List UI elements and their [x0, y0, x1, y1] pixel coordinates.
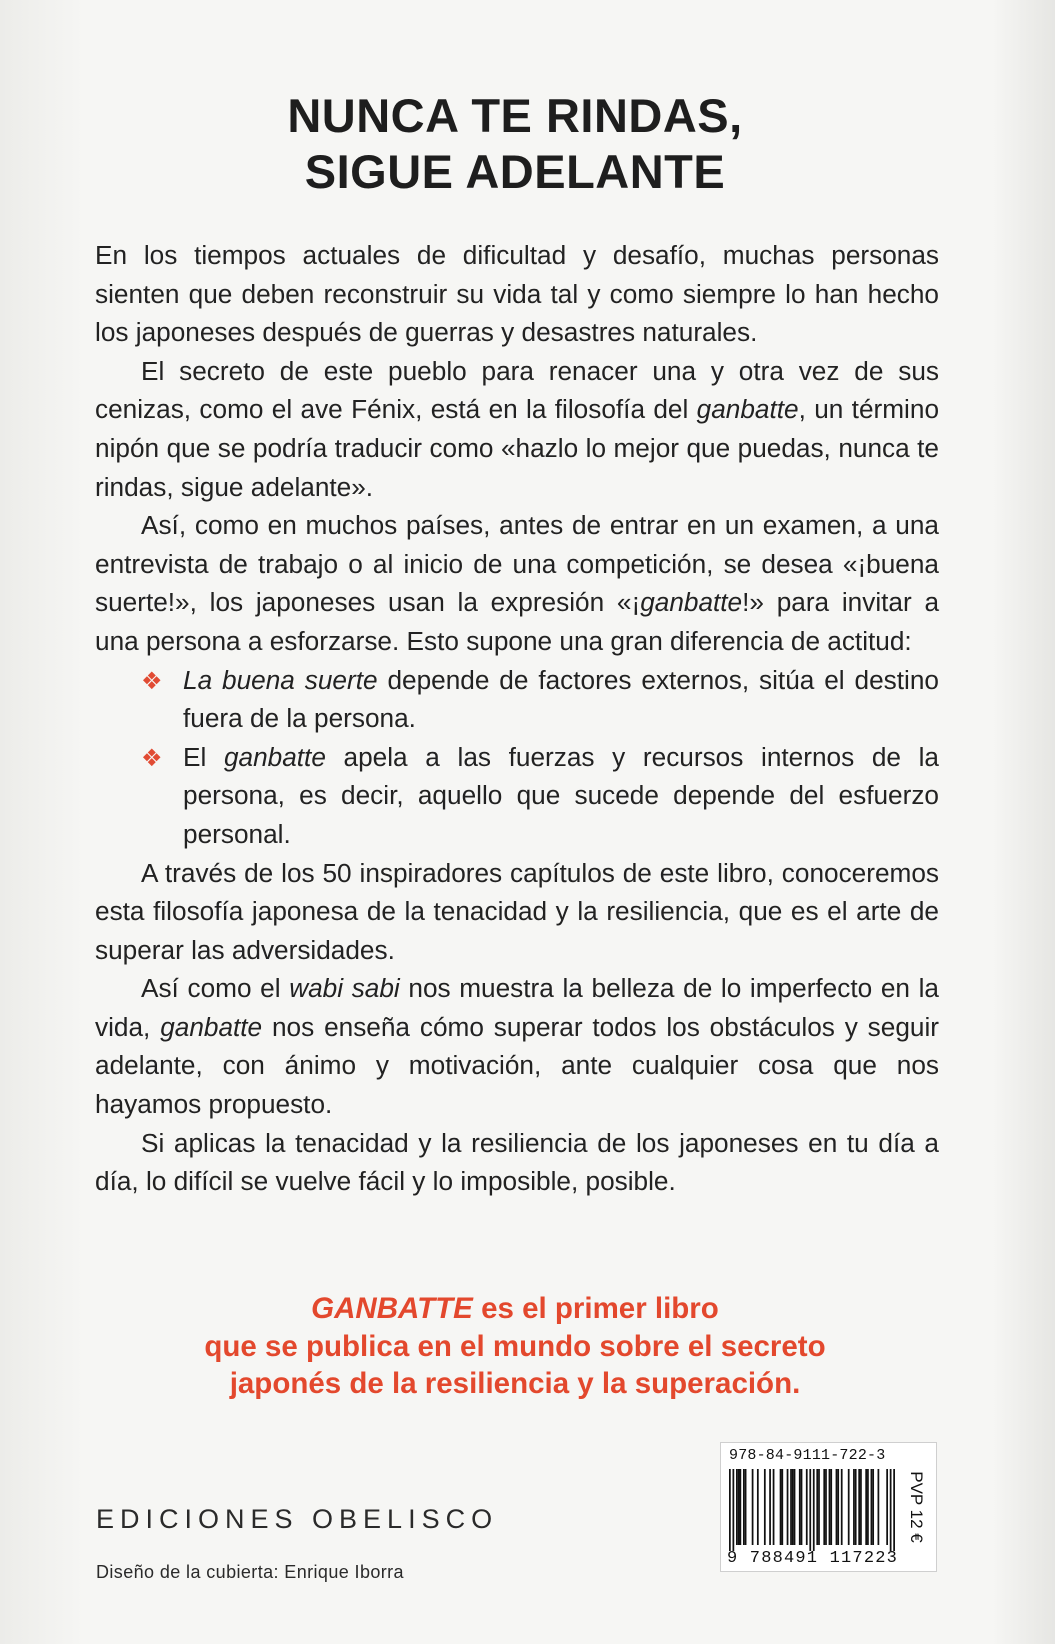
barcode-bar	[836, 1469, 838, 1545]
price-label	[901, 1449, 931, 1565]
barcode-bar	[865, 1469, 867, 1545]
title-line-1: NUNCA TE RINDAS,	[287, 89, 743, 142]
barcode-bar	[781, 1469, 783, 1545]
barcode-bar	[872, 1469, 874, 1545]
bullet-2-prefix: El	[183, 741, 224, 772]
barcode-bar	[773, 1469, 775, 1545]
barcode-bar	[792, 1469, 794, 1545]
barcode-bar	[878, 1469, 880, 1545]
paragraph-5-text-b: nos muestra la belleza de lo imperfecto en la vida,	[95, 973, 939, 1042]
list-item	[95, 738, 939, 854]
bullet-2-text: apela a las fuerzas y recursos internos de la persona, es decir, aquello que sucede depende del esfuerzo personal.	[183, 741, 939, 849]
paragraph-4: A través de los 50 inspiradores capítulos de este libro, conoceremos esta filosofía japonesa de la tenacidad y la resiliencia, que es el arte de superar las adversidades.	[95, 857, 939, 965]
barcode-bar	[829, 1469, 831, 1545]
paragraph-5-italic-1: wabi sabi	[289, 973, 400, 1004]
barcode-bar	[732, 1469, 734, 1551]
barcode-bar	[799, 1469, 801, 1545]
list-item	[95, 661, 939, 738]
highlight-line-1	[0, 1290, 1030, 1328]
barcode-bar	[841, 1469, 843, 1545]
barcode-bar	[736, 1469, 738, 1545]
barcode-bar	[853, 1469, 855, 1545]
barcode-bar	[757, 1469, 759, 1545]
highlight-italic: GANBATTE	[311, 1292, 473, 1325]
barcode-bar	[837, 1469, 839, 1545]
barcode-bar	[769, 1469, 771, 1545]
barcode-bar	[886, 1469, 888, 1545]
paragraph-5-text-c: nos enseña cómo superar todos los obstáculos y seguir adelante, con ánimo y motivación, ante cualquier cosa que nos hayamos propuesto.	[95, 1011, 939, 1120]
barcode-bar	[825, 1469, 827, 1545]
bullet-1-italic: La buena suerte	[183, 664, 378, 695]
diamond-bullet-icon: ❖	[141, 744, 163, 772]
barcode-bar	[752, 1469, 754, 1545]
paragraph-5-italic-2: ganbatte	[160, 1011, 263, 1042]
barcode-bar	[745, 1469, 747, 1545]
paragraph-2	[95, 352, 939, 506]
paragraph-3	[95, 506, 939, 660]
diamond-bullet-icon: ❖	[141, 667, 163, 695]
barcode-bar	[818, 1469, 820, 1545]
barcode-bar	[893, 1469, 895, 1551]
highlight-line-1-text: es el primer libro	[472, 1292, 719, 1325]
barcode-bar	[790, 1469, 792, 1545]
paragraph-3-text-a: Así, como en muchos países, antes de entrar en un examen, a una entrevista de trabajo o al inicio de una competición, se desea «¡buena suerte!», los japoneses usan la expresión «¡	[95, 510, 939, 618]
barcode-bar	[858, 1469, 860, 1545]
bullet-1-text: depende de factores externos, sitúa el destino fuera de la persona.	[183, 664, 939, 734]
barcode-bar	[739, 1469, 741, 1545]
barcode-bar	[729, 1469, 731, 1551]
barcode-bar	[816, 1469, 818, 1545]
barcode-bar	[848, 1469, 850, 1545]
barcode-panel	[720, 1442, 937, 1572]
paragraph-5-text-a: Así como el	[141, 973, 290, 1004]
barcode-bar	[806, 1469, 808, 1545]
cover-design-credit: Diseño de la cubierta: Enrique Iborra	[96, 1562, 404, 1582]
barcode-bar	[809, 1469, 811, 1551]
paragraph-2-text-a: El secreto de este pueblo para renacer una y otra vez de sus cenizas, como el ave Fénix, está en la filosofía del	[95, 355, 939, 425]
price-text: PVP 12 €	[907, 1471, 926, 1543]
barcode-bar	[764, 1469, 766, 1545]
paragraph-2-text-b: , un término nipón que se podría traducir como «hazlo lo mejor que puedas, nunca te rindas, sigue adelante».	[95, 394, 940, 502]
publisher-name: EDICIONES OBELISCO	[96, 1504, 499, 1534]
bullet-2-italic: ganbatte	[223, 741, 326, 772]
barcode-image	[729, 1469, 895, 1551]
ean-digits: 9 788491 117223	[727, 1549, 899, 1568]
title-line-2: SIGUE ADELANTE	[304, 145, 726, 198]
paragraph-1: En los tiempos actuales de dificultad y desafío, muchas personas sienten que deben reconstruir su vida tal y como siempre lo han hecho los japoneses después de guerras y desastres naturales.	[95, 240, 939, 348]
barcode-bar	[794, 1469, 796, 1545]
barcode-bar	[871, 1469, 873, 1545]
barcode-bar	[743, 1469, 745, 1545]
highlight-statement	[0, 1290, 1030, 1403]
barcode-bar	[867, 1469, 869, 1545]
barcode-bar	[780, 1469, 782, 1545]
barcode-bar	[823, 1469, 825, 1545]
highlight-line-2: que se publica en el mundo sobre el secreto	[204, 1329, 826, 1363]
attitude-list	[95, 661, 939, 854]
paragraph-6: Si aplicas la tenacidad y la resiliencia de los japoneses en tu día a día, lo difícil se vuelve fácil y lo imposible, posible.	[95, 1127, 939, 1197]
barcode-bar	[830, 1469, 832, 1545]
highlight-line-3: japonés de la resiliencia y la superación.	[229, 1367, 801, 1400]
paragraph-2-italic: ganbatte	[696, 394, 799, 425]
barcode-bar	[890, 1469, 892, 1551]
barcode-bar	[801, 1469, 803, 1545]
barcode-bar	[813, 1469, 815, 1551]
isbn-text: 978-84-9111-722-3	[729, 1447, 886, 1464]
synopsis	[95, 236, 939, 1201]
paragraph-5	[95, 969, 939, 1123]
barcode-bar	[860, 1469, 862, 1545]
paragraph-3-text-b: !» para invitar a una persona a esforzarse. Esto supone una gran diferencia de actitud:	[95, 587, 940, 656]
book-back-title	[0, 88, 1030, 200]
paragraph-3-italic: ganbatte	[640, 587, 743, 618]
barcode-bar	[855, 1469, 857, 1545]
barcode-bar	[787, 1469, 789, 1545]
barcode-bar	[738, 1469, 740, 1545]
